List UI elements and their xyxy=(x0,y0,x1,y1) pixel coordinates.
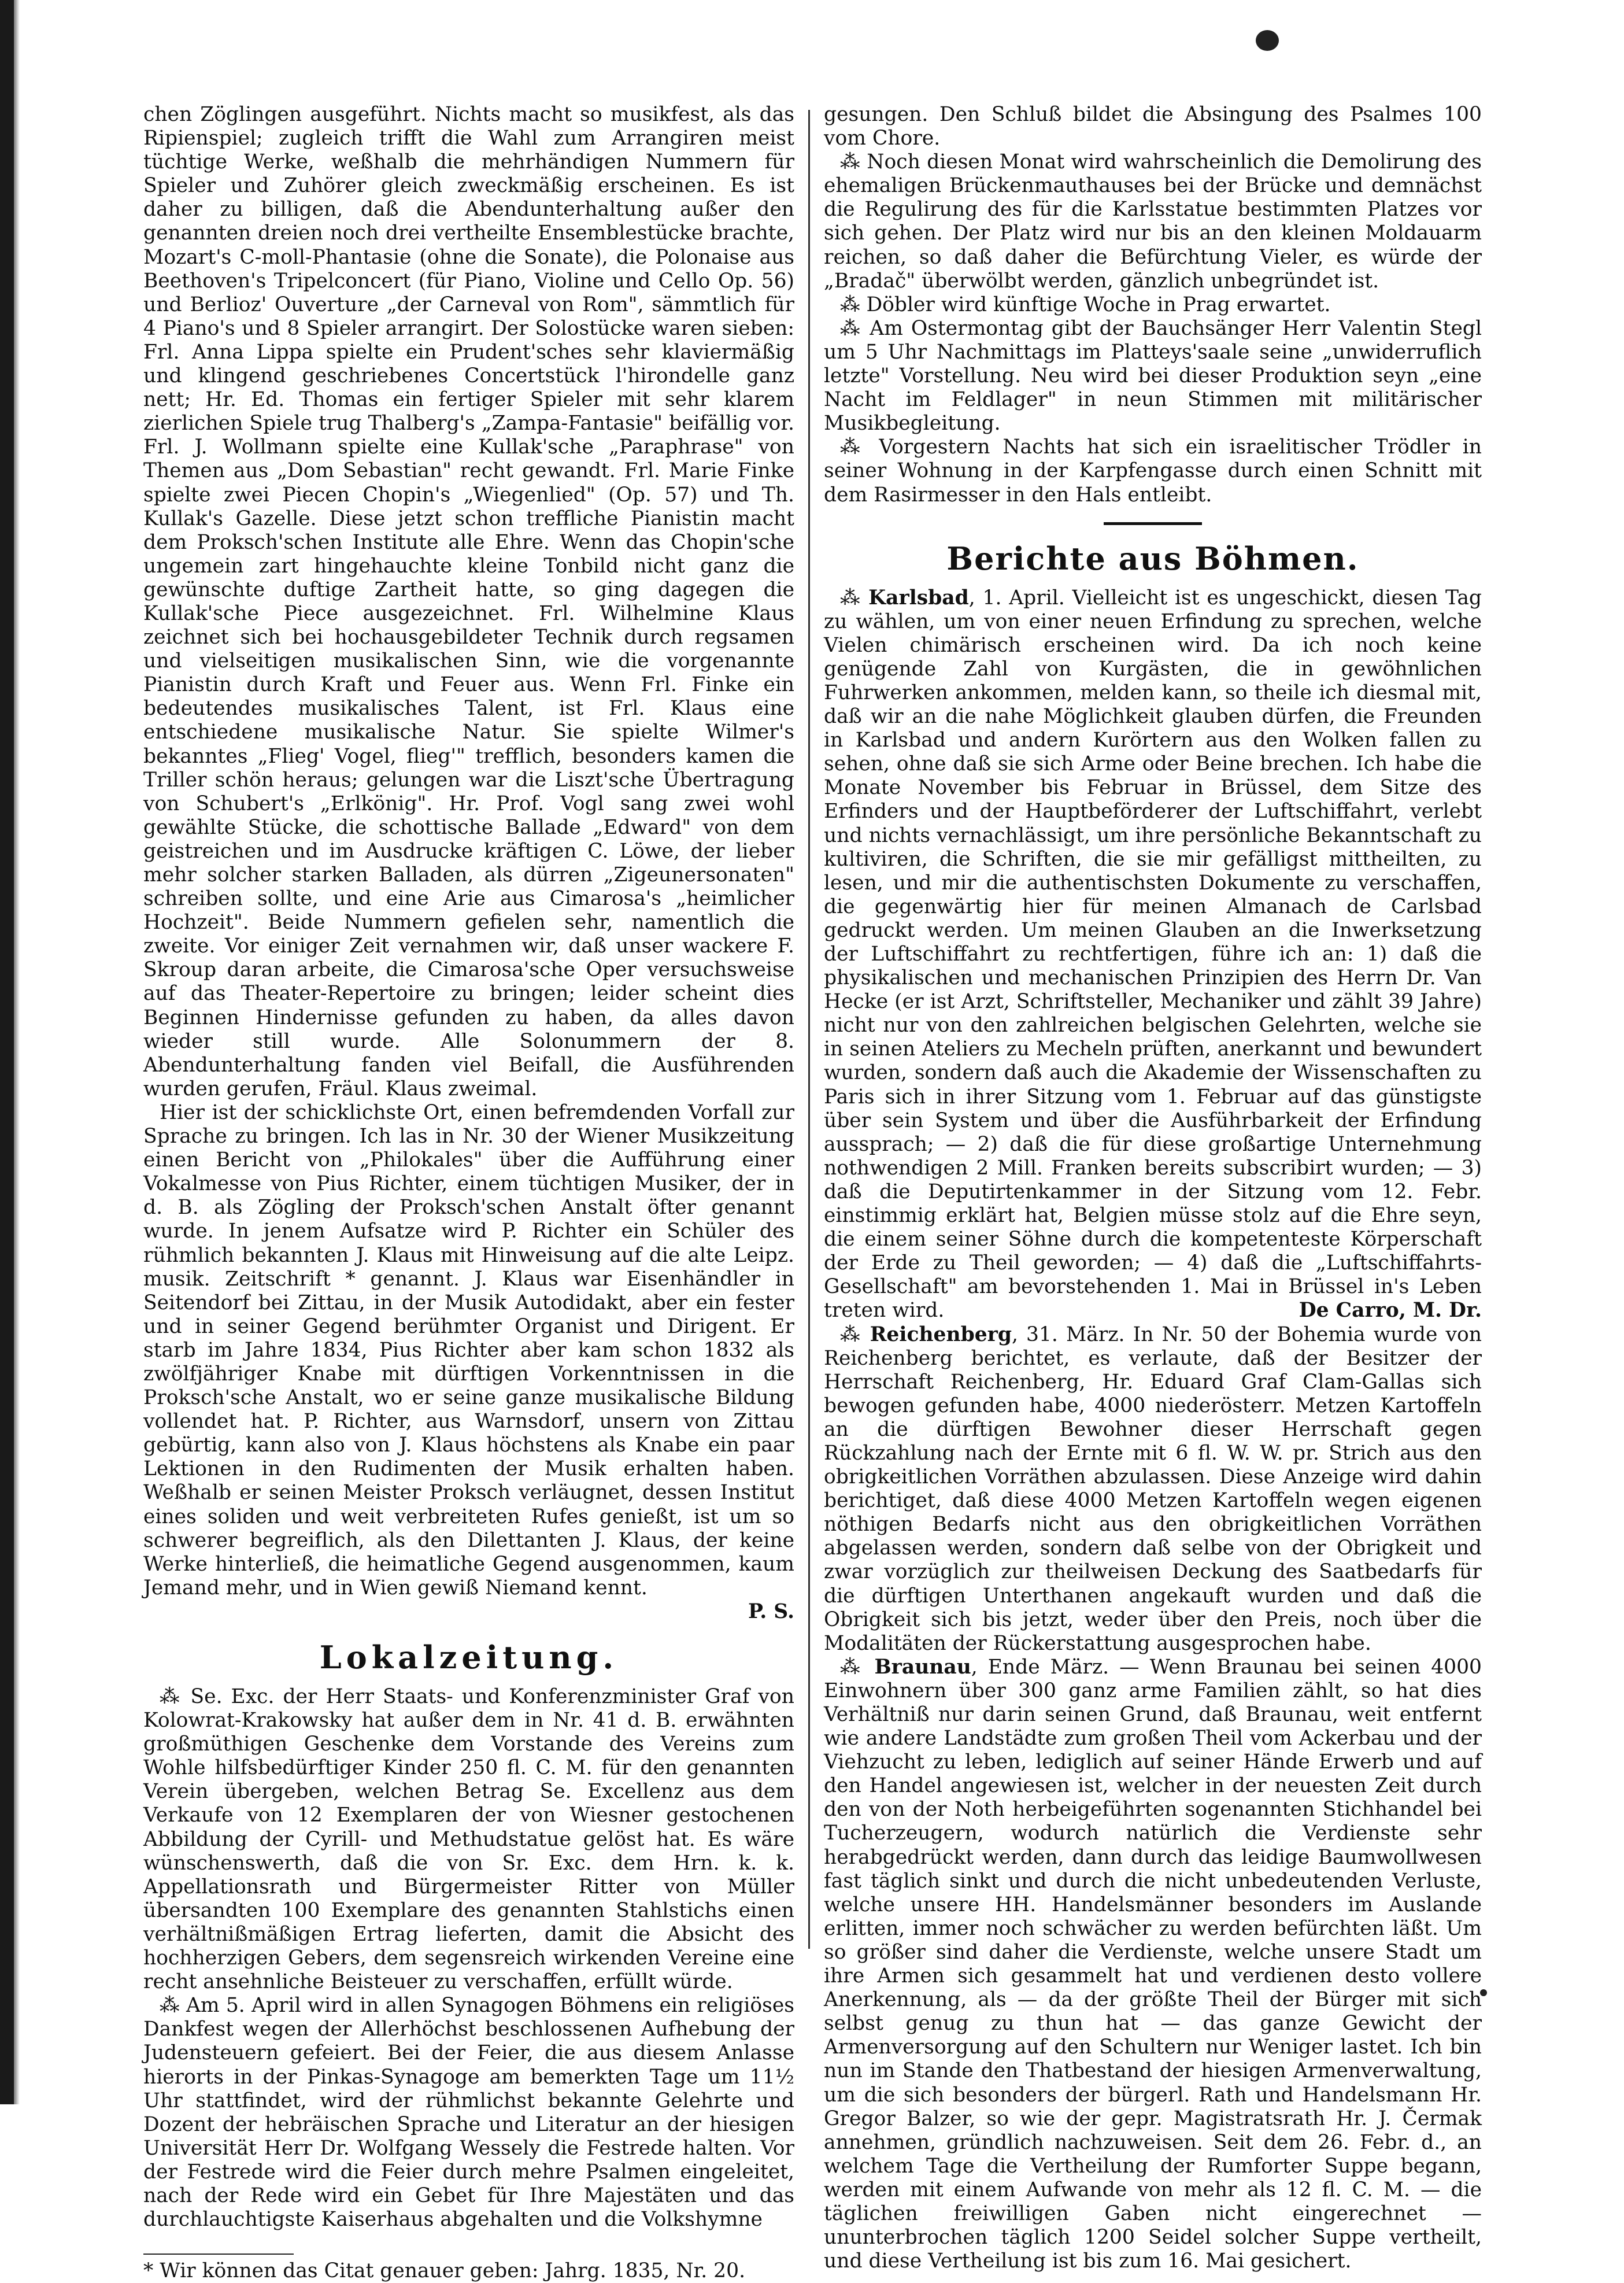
report-place: Reichenberg xyxy=(870,1322,1012,1346)
column-divider xyxy=(808,110,810,1949)
news-item: ⁂ Se. Exc. der Herr Staats- und Konferenzminister Graf von Kolowrat-Krakowsky hat außer dem in Nr. 41 d. B. erwähnten großmüthigen Geschenke dem Vorstande des Vereins zum Wohle hilfsbedürftiger Kinder 250 fl. C. M. für den genannten Verein übergeben, welchen Betrag Se. Excellenz aus dem Verkaufe von 12 Exemplaren der von Wiesner gestochenen Abbildung der Cyrill- und Methudstatue gelöst hat. Es wäre wünschenswerth, daß die von Sr. Exc. dem Hrn. k. k. Appellationsrath und Bürgermeister Ritter von Müller übersandten 100 Exemplare des genannten Stahlstichs einen verhältnißmäßigen Ertrag lieferten, damit die Absicht des hochherzigen Gebers, dem segensreich wirkenden Vereine eine recht ansehnliche Beisteuer zu verschaffen, erfüllt würde. xyxy=(143,1685,794,1994)
report-braunau: ⁂ Braunau, Ende März. — Wenn Braunau bei seinen 4000 Einwohnern über 300 ganz arme Familien zählt, so hat dies Verhältniß nur darin seinen Grund, daß Braunau, weit entfernt wie andere Landstädte zum großen Theil vom Ackerbau und der Viehzucht zu leben, lediglich auf seiner Hände Erwerb und auf den Handel angewiesen ist, welcher in der neuesten Zeit durch den von der Noth herbeigeführten sogenannten Stichhandel bei Tucherzeugern, wodurch natürlich die Verdienste sehr herabgedrückt werden, dann durch das leidige Baumwollwesen fast täglich sinkt und durch die nicht unbedeutenden Verluste, welche unsere HH. Handelsmänner besonders im Auslande erlitten, immer noch schwächer zu werden befürchten läßt. Um so größer sind daher die Verdienste, welche unsere Stadt um ihre Armen sich gesammelt hat und verdienen desto vollere Anerkennung, als — da der größte Theil der Bürger mit sich selbst genug zu thun hat — das ganze Gewicht der Armenversorgung auf den Schultern nur Weniger lastet. Ich bin nun im Stande den Thatbestand der hiesigen Armenverwaltung, um die sich besonders der bürgerl. Rath und Handelsmann Hr. Gregor Balzer, so wie der gepr. Magistratsrath Hr. J. Čermak annehmen, gründlich nachzuweisen. Seit dem 26. Febr. d., an welchem Tage die Vertheilung der Rumforter Suppe begann, werden mit einem Aufwande von mehr als 12 fl. C. M. — die täglichen freiwilligen Gaben nicht eingerechnet — ununterbrochen täglich 1200 Seidel solcher Suppe vertheilt, und diese Vertheilung ist bis zum 16. Mai gesichert. xyxy=(824,1655,1482,2273)
report-place: Karlsbad xyxy=(868,586,969,609)
footnote-rule xyxy=(143,2254,294,2255)
report-text: , 31. März. In Nr. 50 der Bohemia wurde von Reichenberg berichtet, es verlaute, daß der Besitzer der Herrschaft Reichenberg, Hr. Eduard Graf Clam-Gallas sich bewogen gefunden habe, 4000 niederösterr. Metzen Kartoffeln an die dürftigen Bewohner dieser Herrschaft gegen Rückzahlung nach der Ernte mit 6 fl. W. W. pr. Strich aus den obrigkeitlichen Vorräthen abzulassen. Diese Anzeige wird dahin berichtiget, daß diese 4000 Metzen Kartoffeln wegen eigenen nöthigen Bedarfs nicht aus den obrigkeitlichen Vorräthen abgelassen werden, sondern daß selbe von der Obrigkeit und zwar vorzüglich zur theilweisen Deckung des Saatbedarfs für die dürftigen Unterthanen angekauft wurden und daß die Obrigkeit sich bis jetzt, weder über den Preis, noch über die Modalitäten der Rückerstattung ausgesprochen habe. xyxy=(824,1322,1482,1655)
news-item: ⁂ Am 5. April wird in allen Synagogen Böhmens ein religiöses Dankfest wegen der Allerhöchst beschlossenen Aufhebung der Judensteuern gefeiert. Bei der Feier, die aus diesem Anlasse hierorts in der Pinkas-Synagoge am bemerkten Tage um 11½ Uhr stattfindet, wird der rühmlichst bekannte Gelehrte und Dozent der hebräischen Sprache und Literatur an der hiesigen Universität Herr Dr. Wolfgang Wessely die Festrede halten. Vor der Festrede wird die Feier durch mehre Psalmen eingeleitet, nach der Rede wird ein Gebet für Ihre Majestäten und das durchlauchtigste Kaiserhaus abgehalten und die Volkshymne xyxy=(143,1994,794,2232)
news-item: gesungen. Den Schluß bildet die Absingung des Psalmes 100 vom Chore. xyxy=(824,103,1482,150)
right-column xyxy=(824,103,1482,2273)
scan-edge-shadow xyxy=(14,0,20,2104)
scan-dark-edge xyxy=(0,0,14,2104)
article-paragraph: Hier ist der schicklichste Ort, einen befremdenden Vorfall zur Sprache zu bringen. Ich las in Nr. 30 der Wiener Musikzeitung einen Bericht von „Philokales" über die Aufführung einer Vokalmesse von Pius Richter, einem tüchtigen Musiker, der in d. B. als Zögling der Proksch'schen Anstalt öfter genannt wurde. In jenem Aufsatze wird P. Richter ein Schüler des rühmlich bekannten J. Klaus mit Hinweisung auf die alte Leipz. musik. Zeitschrift * genannt. J. Klaus war Eisenhändler in Seitendorf bei Zittau, in der Musik Autodidakt, aber ein fester und in seiner Gegend berühmter Organist und Dirigent. Er starb im Jahre 1834, Pius Richter aber kam schon 1832 als zwölfjähriger Knabe mit dürftigen Vorkenntnissen in die Proksch'sche Anstalt, wo er seine ganze musikalische Bildung vollendet hat. P. Richter, aus Warnsdorf, unsern von Zittau gebürtig, kann also von J. Klaus höchstens als Knabe ein paar Lektionen in den Rudimenten der Musik erhalten haben. Weßhalb er seinen Meister Proksch verläugnet, dessen Institut eines soliden und weit verbreiteten Rufes genießt, ist um so schwerer begreiflich, als den Dilettanten J. Klaus, der keine Werke hinterließ, die heimatliche Gegend ausgenommen, kaum Jemand mehr, und in Wien gewiß Niemand kennt. xyxy=(143,1100,794,1599)
section-title-berichte: Berichte aus Böhmen. xyxy=(946,540,1359,577)
report-place: Braunau xyxy=(874,1655,971,1679)
article-paragraph: chen Zöglingen ausgeführt. Nichts macht so musikfest, als das Ripienspiel; zugleich trifft die Wahl zum Arrangiren meist tüchtige Werke, weßhalb die mehrhändigen Nummern für Spieler und Zuhörer gleich zweckmäßig erscheinen. Es ist daher zu billigen, daß die Abendunterhaltung außer den genannten dreien noch drei vertheilte Ensemblestücke brachte, Mozart's C-moll-Phantasie (ohne die Sonate), die Polonaise aus Beethoven's Tripelconcert (für Piano, Violine und Cello Op. 56) und Berlioz' Ouverture „der Carneval von Rom", sämmtlich für 4 Piano's und 8 Spieler arrangirt. Der Solostücke waren sieben: Frl. Anna Lippa spielte ein Prudent'sches sehr klaviermäßig und klingend geschriebenes Concertstück l'hirondelle ganz nett; Hr. Ed. Thomas ein fertiger Spieler mit sehr klarem zierlichen Spiele trug Thalberg's „Zampa-Fantasie" beifällig vor. Frl. J. Wollmann spielte eine Kullak'sche „Paraphrase" von Themen aus „Dom Sebastian" recht gewandt. Frl. Marie Finke spielte zwei Piecen Chopin's „Wiegenlied" (Op. 57) und Th. Kullak's Gazelle. Diese jetzt schon treffliche Pianistin macht dem Proksch'schen Institute alle Ehre. Wenn das Chopin'sche ungemein zart hingehauchte kleine Tonbild nicht ganz die gewünschte duftige Zartheit hatte, so ging dagegen die Kullak'sche Piece ausgezeichnet. Frl. Wilhelmine Klaus zeichnet sich bei hochausgebildeter Technik durch regsamen und vielseitigen musikalischen Sinn, wie die vorgenannte Pianistin durch Kraft und Feuer aus. Wenn Frl. Finke ein bedeutendes musikalisches Talent, ist Frl. Klaus eine entschiedene musikalische Natur. Sie spielte Wilmer's bekanntes „Flieg' Vogel, flieg'" trefflich, besonders kamen die Triller schön heraus; gelungen war die Liszt'sche Übertragung von Schubert's „Erlkönig". Hr. Prof. Vogl sang zwei wohl gewählte Stücke, die schottische Ballade „Edward" von dem geistreichen und im Ausdrucke kräftigen C. Löwe, der lieber mehr solcher starken Balladen, als dürren „Zigeunersonaten" schreiben sollte, und eine Arie aus Cimarosa's „heimlicher Hochzeit". Beide Nummern gefielen sehr, namentlich die zweite. Vor einiger Zeit vernahmen wir, daß unser wackere F. Skroup daran arbeite, die Cimarosa'sche Oper versuchsweise auf das Theater-Repertoire zu bringen; leider scheint dies Beginnen Hindernisse gefunden zu haben, da alles davon wieder still wurde. Alle Solonummern der 8. Abendunterhaltung fanden viel Beifall, die Ausführenden wurden gerufen, Fräul. Klaus zweimal. xyxy=(143,103,794,1100)
report-reichenberg: ⁂ Reichenberg, 31. März. In Nr. 50 der Bohemia wurde von Reichenberg berichtet, es verlaute, daß der Besitzer der Herrschaft Reichenberg, Hr. Eduard Graf Clam-Gallas sich bewogen gefunden habe, 4000 niederösterr. Metzen Kartoffeln an die dürftigen Bewohner dieser Herrschaft gegen Rückzahlung nach der Ernte mit 6 fl. W. W. pr. Strich aus den obrigkeitlichen Vorräthen abzulassen. Diese Anzeige wird dahin berichtiget, daß diese 4000 Metzen Kartoffeln wegen eigenen nöthigen Bedarfs nicht aus den obrigkeitlichen Vorräthen abgelassen werden, sondern daß selbe von der Obrigkeit und zwar vorzüglich zur theilweisen Deckung des Saatbedarfs für die dürftigen Unterthanen angekauft wurden und daß die Obrigkeit sich bis jetzt, weder über den Preis, noch über die Modalitäten der Rückerstattung ausgesprochen habe. xyxy=(824,1322,1482,1655)
news-item: ⁂ Noch diesen Monat wird wahrscheinlich die Demolirung des ehemaligen Brückenmauthauses bei der Brücke und demnächst die Regulirung des für die Karlsstatue bestimmten Platzes vor sich gehen. Der Platz wird nur bis an den kleinen Moldauarm reichen, so daß daher die Befürchtung Vieler, es würde der „Bradač" überwölbt werden, gänzlich unbegründet ist. xyxy=(824,150,1482,293)
footnote: * Wir können das Citat genauer geben: Jahrg. 1835, Nr. 20. xyxy=(143,2259,746,2283)
section-rule xyxy=(1104,522,1202,525)
news-item: ⁂ Vorgestern Nachts hat sich ein israelitischer Trödler in seiner Wohnung in der Karpfengasse durch einen Schnitt mit dem Rasirmesser in den Hals entleibt. xyxy=(824,435,1482,507)
section-title-lokalzeitung: Lokalzeitung. xyxy=(319,1639,619,1676)
ink-spot xyxy=(1256,30,1279,51)
left-column xyxy=(143,103,794,2283)
report-text: , 1. April. Vielleicht ist es ungeschickt, diesen Tag zu wählen, um von einer neuen Erfindung zu sprechen, welche Vielen chimärisch erscheinen wird. Da ich noch keine genügende Zahl von Kurgästen, die in gewöhnlichen Fuhrwerken ankommen, melden kann, so theile ich diesmal mit, daß wir an die nahe Möglichkeit glauben dürfen, die Freunden in Karlsbad und andern Kurörtern aus den Wolken fallen zu sehen, ohne daß sie sich Arme oder Beine brechen. Ich habe die Monate November bis Februar in Brüssel, dem Sitze des Erfinders und der Hauptbeförderer der Luftschiffahrt, verlebt und nichts vernachlässigt, um ihre persönliche Bekanntschaft zu kultiviren, die Schriften, die sie mir gefälligst mittheilten, zu lesen, und mir die authentischsten Dokumente zu verschaffen, die gegenwärtig hier für meinen Almanach de Carlsbad gedruckt werden. Um meinen Glauben an die Inwerksetzung der Luftschiffahrt zu rechtfertigen, führe ich an: 1) daß die physikalischen und mechanischen Prinzipien des Herrn Dr. Van Hecke (er ist Arzt, Schriftsteller, Mechaniker und zählt 39 Jahre) nicht nur von den zahlreichen belgischen Gelehrten, welche sie in seinen Ateliers zu Mecheln prüften, anerkannt und bewundert wurden, sondern daß auch die Akademie der Wissenschaften zu Paris sich in ihrer Sitzung vom 1. Februar auf das günstigste über sein System und über die Ausführbarkeit der Erfindung aussprach; — 2) daß die für diese großartige Unternehmung nothwendigen 2 Mill. Franken bereits subscribirt wurden; — 3) daß die Deputirtenkammer in der Sitzung vom 12. Febr. einstimmig erklärt hat, Belgien müsse stolz auf die Ehre seyn, die einem seiner Söhne durch die kompetenteste Körperschaft der Erde zu Theil geworden; — 4) daß die „Luftschiffahrts-Gesellschaft" am bevorstehenden 1. Mai in Brüssel in's Leben treten wird. xyxy=(824,586,1482,1322)
news-item: ⁂ Am Ostermontag gibt der Bauchsänger Herr Valentin Stegl um 5 Uhr Nachmittags im Platteys'saale seine „unwiderruflich letzte" Vorstellung. Neu wird bei dieser Produktion seyn „eine Nacht im Feldlager" in neun Stimmen mit militärischer Musikbegleitung. xyxy=(824,316,1482,435)
report-text: , Ende März. — Wenn Braunau bei seinen 4000 Einwohnern über 300 ganz arme Familien zählt, so hat dies Verhältniß nur darin seinen Grund, daß Braunau, weit entfernt wie andere Landstädte zum großen Theil vom Ackerbau und der Viehzucht zu leben, lediglich auf seiner Hände Erwerb und auf den Handel angewiesen ist, welcher in der neuesten Zeit durch den von der Noth herbeigeführten sogenannten Stichhandel bei Tucherzeugern, wodurch natürlich die Verdienste sehr herabgedrückt werden, dann durch das leidige Baumwollwesen fast täglich sinkt und durch die nicht unbedeutenden Verluste, welche unsere HH. Handelsmänner besonders im Auslande erlitten, immer noch schwächer zu werden befürchten läßt. Um so größer sind daher die Verdienste, welche unsere Stadt um ihre Armen sich gesammelt hat und verdienen desto vollere Anerkennung, als — da der größte Theil der Bürger mit sich selbst genug zu thun hat — das ganze Gewicht der Armenversorgung auf den Schultern nur Weniger lastet. Ich bin nun im Stande den Thatbestand der hiesigen Armenverwaltung, um die sich besonders der bürgerl. Rath und Handelsmann Hr. Gregor Balzer, so wie der gepr. Magistratsrath Hr. J. Čermak annehmen, gründlich nachzuweisen. Seit dem 26. Febr. d., an welchem Tage die Vertheilung der Rumforter Suppe begann, werden mit einem Aufwande von mehr als 12 fl. C. M. — die täglichen freiwilligen Gaben nicht eingerechnet — ununterbrochen täglich 1200 Seidel solcher Suppe vertheilt, und diese Vertheilung ist bis zum 16. Mai gesichert. xyxy=(824,1655,1482,2273)
news-item: ⁂ Döbler wird künftige Woche in Prag erwartet. xyxy=(840,293,1331,316)
report-karlsbad: ⁂ Karlsbad, 1. April. Vielleicht ist es ungeschickt, diesen Tag zu wählen, um von einer neuen Erfindung zu sprechen, welche Vielen chimärisch erscheinen wird. Da ich noch keine genügende Zahl von Kurgästen, die in gewöhnlichen Fuhrwerken ankommen, melden kann, so theile ich diesmal mit, daß wir an die nahe Möglichkeit glauben dürfen, die Freunden in Karlsbad und andern Kurörtern aus den Wolken fallen zu sehen, ohne daß sie sich Arme oder Beine brechen. Ich habe die Monate November bis Februar in Brüssel, dem Sitze des Erfinders und der Hauptbeförderer der Luftschiffahrt, verlebt und nichts vernachlässigt, um ihre persönliche Bekanntschaft zu kultiviren, die Schriften, die sie mir gefälligst mittheilten, zu lesen, und mir die authentischsten Dokumente zu verschaffen, die gegenwärtig hier für meinen Almanach de Carlsbad gedruckt werden. Um meinen Glauben an die Inwerksetzung der Luftschiffahrt zu rechtfertigen, führe ich an: 1) daß die physikalischen und mechanischen Prinzipien des Herrn Dr. Van Hecke (er ist Arzt, Schriftsteller, Mechaniker und zählt 39 Jahre) nicht nur von den zahlreichen belgischen Gelehrten, welche sie in seinen Ateliers zu Mecheln prüften, anerkannt und bewundert wurden, sondern daß auch die Akademie der Wissenschaften zu Paris sich in ihrer Sitzung vom 1. Februar auf das günstigste über sein System und über die Ausführbarkeit der Erfindung aussprach; — 2) daß die für diese großartige Unternehmung nothwendigen 2 Mill. Franken bereits subscribirt wurden; — 3) daß die Deputirtenkammer in der Sitzung vom 12. Febr. einstimmig erklärt hat, Belgien müsse stolz auf die Ehre seyn, die einem seiner Söhne durch die kompetenteste Körperschaft der Erde zu Theil geworden; — 4) daß die „Luftschiffahrts-Gesellschaft" am bevorstehenden 1. Mai in Brüssel in's Leben treten wird. De Carro, M. Dr. xyxy=(824,586,1482,1322)
report-signature: De Carro, M. Dr. xyxy=(1299,1299,1482,1322)
article-signature: P. S. xyxy=(748,1599,794,1623)
